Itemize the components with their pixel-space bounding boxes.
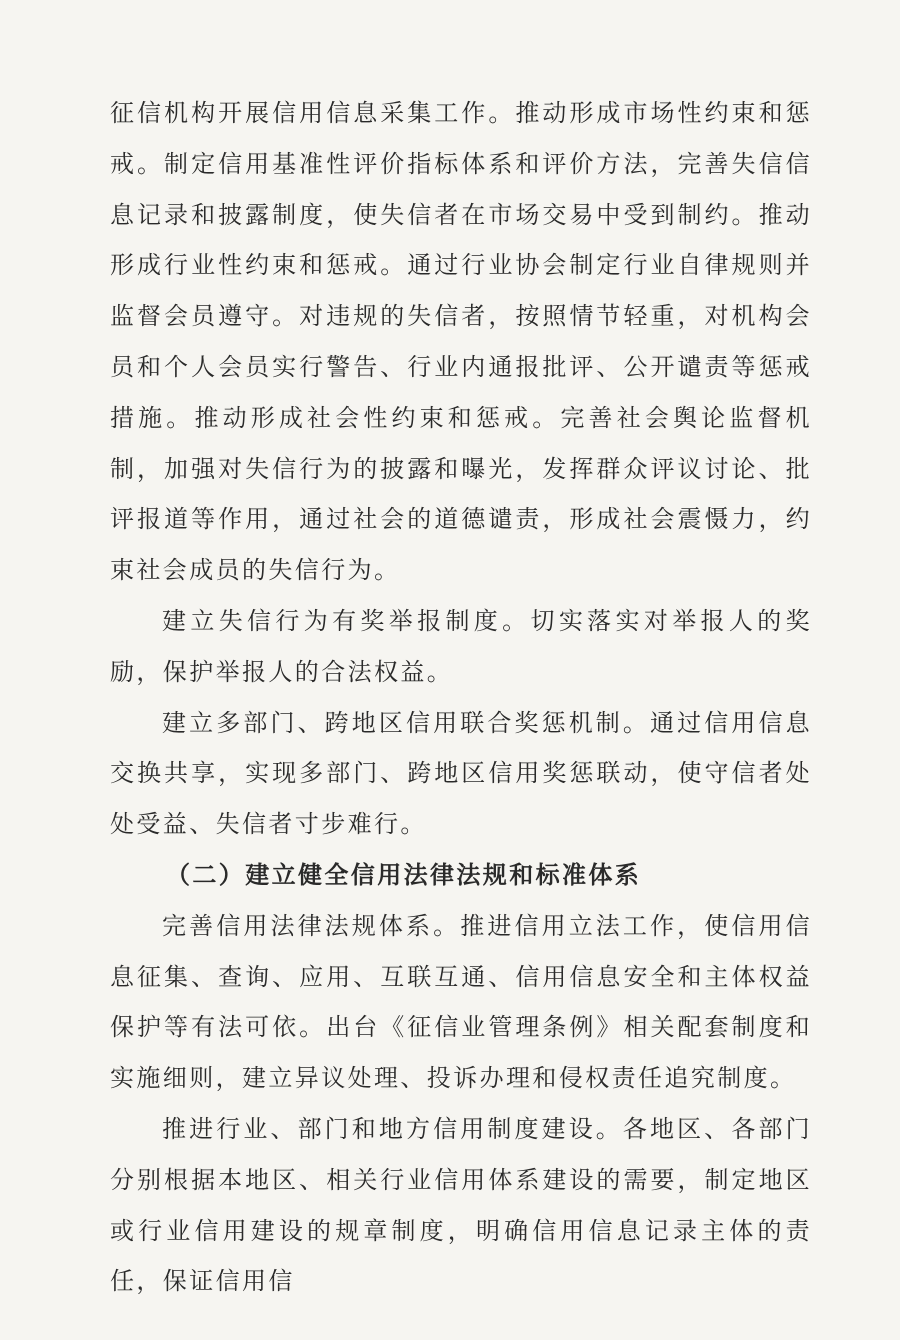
paragraph-reward-reporting: 建立失信行为有奖举报制度。切实落实对举报人的奖励，保护举报人的合法权益。 xyxy=(110,606,812,686)
paragraph-joint-reward-punishment: 建立多部门、跨地区信用联合奖惩机制。通过信用信息交换共享，实现多部门、跨地区信用奖惩联动，使守信者处处受益、失信者寸步难行。 xyxy=(110,708,812,839)
section-heading: （二）建立健全信用法律法规和标准体系 xyxy=(166,860,642,889)
paragraph-industry-regional-credit-rules: 推进行业、部门和地方信用制度建设。各地区、各部门分别根据本地区、相关行业信用体系建设的需要，制定地区或行业信用建设的规章制度，明确信用信息记录主体的责任，保证信用信 xyxy=(110,1114,812,1296)
paragraph-market-industry-social-constraints: 征信机构开展信用信息采集工作。推动形成市场性约束和惩戒。制定信用基准性评价指标体系和评价方法，完善失信信息记录和披露制度，使失信者在市场交易中受到制约。推动形成行业性约束和惩戒。通过行业协会制定行业自律规则并监督会员遵守。对违规的失信者，按照情节轻重，对机构会员和个人会员实行警告、行业内通报批评、公开谴责等惩戒措施。推动形成社会性约束和惩戒。完善社会舆论监督机制，加强对失信行为的披露和曝光，发挥群众评议讨论、批评报道等作用，通过社会的道德谴责，形成社会震慑力，约束社会成员的失信行为。 xyxy=(110,99,812,585)
paragraph-credit-legal-system: 完善信用法律法规体系。推进信用立法工作，使信用信息征集、查询、应用、互联互通、信用信息安全和主体权益保护等有法可依。出台《征信业管理条例》相关配套制度和实施细则，建立异议处理、投诉办理和侵权责任追究制度。 xyxy=(110,911,812,1093)
